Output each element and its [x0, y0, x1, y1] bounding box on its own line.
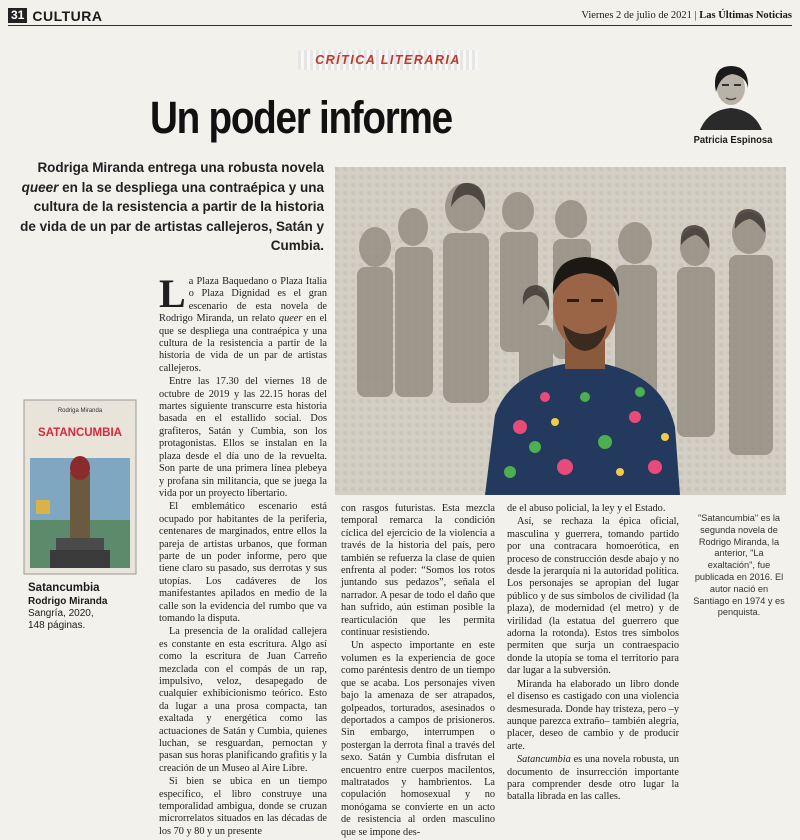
book-title: Satancumbia — [28, 582, 100, 594]
kicker-label: CRÍTICA LITERARIA — [298, 50, 478, 70]
author-portrait — [688, 58, 774, 130]
paragraph: de el abuso policial, la ley y el Estado. — [507, 503, 666, 514]
deck-text-end: en la se despliega una contraépica y una cultura de la resistencia a partir de la historia de vida de un par de artistas callejeros, Satán y Cumbia. — [20, 179, 324, 253]
dateline: Viernes 2 de julio de 2021 | Las Últimas Noticias — [581, 10, 792, 21]
publication-name: Las Últimas Noticias — [699, 10, 792, 21]
drop-cap: L — [159, 271, 186, 316]
article-column-1 — [159, 271, 328, 839]
paragraph-text: es una novela robusta, un documento de insurrección importante para comprender desde otro lugar la batalla librada en las calles. — [507, 754, 679, 803]
paragraph — [159, 271, 328, 375]
book-pages: 148 páginas. — [28, 620, 86, 631]
paragraph: Un aspecto importante en este volumen es la experiencia de goce como paréntesis dentro de un tiempo que se acaba. Los personajes viven bajo la amenaza de ser atrapados, golpeados, torturados, asesinados o deportados a campos de prisioneros. Sin embargo, interrumpen o postergan la derrota final a través del sexo. Satán y Cumbia disfrutan el encuentro entre cuerpos macilentos, maltratados y hambrientos. La copulación homosexual y no monógama se convierte en un acto de resistencia al orden masculino que se impone des- — [341, 640, 495, 838]
paragraph: Si bien se ubica en un tiempo específico, el libro construye una temporalidad ambigua, donde se cruzan microrrelatos situados en las décadas de los 70 y 80 y un presente — [159, 776, 327, 837]
paragraph: El emblemático escenario está ocupado por habitantes de la periferia, centenares de marginados, entre ellos la pareja de artistas urbanos, que forman parte de un poder informe, pero que tiene claro su pasado, sus derrotas y sus utopías. Los cadáveres de los manifestantes apilados en medio de la calle son la evidencia del rumbo que va tomando la disputa. — [159, 501, 327, 624]
paragraph-emphasis: queer — [278, 313, 303, 325]
paragraph-emphasis: Satancumbia — [517, 754, 571, 766]
book-cover-image — [24, 400, 136, 574]
book-author: Rodrigo Miranda — [28, 596, 108, 607]
paragraph: Miranda ha elaborado un libro donde el disenso es castigado con una violencia desmesurada. Donde hay tristeza, pero –y aunque parezca extraño– también alegría, placer, deseo de cambio y de producir arte. — [507, 678, 679, 752]
cover-author: Rodriga Miranda — [57, 408, 103, 414]
book-details — [28, 582, 148, 632]
issue-date: Viernes 2 de julio de 2021 — [581, 10, 692, 21]
headline: Un poder informe — [150, 92, 452, 143]
author-mural-photo — [335, 167, 786, 495]
paragraph: Así, se rechaza la épica oficial, masculina y guerrera, tomando partido por una contracara homoerótica, en proceso de construcción desde abajo y no desde la jerarquía ni la autoridad política. Los personajes se apropian del lugar público y de sus símbolos de civilidad (la plaza), de modernidad (el metro) y de virilidad (la estatua del guerrero que adorna la rotonda). Estos tres símbolos permiten que surja un contraespacio donde la utopía se toma el territorio para dar lugar a la subversión. — [507, 516, 679, 677]
deck-emphasis: queer — [21, 179, 59, 195]
cover-title: SATANCUMBIA — [38, 427, 122, 439]
deck-text-start: Rodriga Miranda entrega una robusta novela — [37, 160, 324, 175]
author-bio-sidebar — [693, 513, 785, 620]
book-publisher: Sangría, 2020, — [28, 608, 94, 619]
author-name: Patricia Espinosa — [693, 134, 773, 146]
section-name: CULTURA — [32, 7, 103, 24]
article-column-2 — [341, 503, 495, 840]
paragraph-text: en el que se despliega una contraépica y una cultura de la resistencia a partir de la historia de vida de un par de artistas callejeros. — [159, 313, 328, 374]
paragraph: La presencia de la oralidad callejera es constante en esta escritura. Algo así como la escritura de Juan Carreño mezclada con el compás de un rap, impulsivo, veloz, desapegado de cualquier exhibicionismo teórico. Esto da lugar a una prosa compacta, tan exaltada y energética como las actuaciones de Satán y Cumbia, quienes luchan, se resguardan, pernoctan y pasan sus horas planificando grafitis y la creación de un Museo al Aire Libre. — [159, 626, 327, 774]
paragraph — [507, 754, 679, 804]
page-header — [8, 6, 792, 26]
article-deck — [20, 158, 324, 256]
paragraph: con rasgos futuristas. Esta mezcla temporal remarca la condición cíclica del ejercicio de la violencia a través de la historia del país, pero también se refuerza la clase de quien enfrenta al poder: “Somos los rotos juntando sus pedazos”, señala el narrador. A pesar de todo el daño que han sufrido, aún estiman posible la rearticulación que les permita continuar resistiendo. — [341, 503, 495, 639]
bio-text: "Satancumbia" es la segunda novela de Rodrigo Miranda, la anterior, "La exaltación", fue publicada en 2016. El autor nació en Santiago en 1974 y es penquista. — [693, 513, 785, 618]
paragraph-text: a Plaza Baquedano o Plaza Italia o Plaza Dignidad es el gran escenario de esta novela de Rodrigo Miranda, un relato — [159, 276, 327, 325]
page-number: 31 — [8, 8, 27, 23]
article-column-3 — [507, 503, 679, 805]
paragraph: Entre las 17.30 del viernes 18 de octubre de 2019 y las 22.15 horas del martes siguiente transcurre esta historia basada en el estallido social. Dos grafiteros, Satán y Cumbia, son los protagonistas. Ellos se instalan en la plaza desde el día uno de la revuelta. Son parte de una primera línea plebeya y profana sin militancia, que se juega la vida por un proyecto libertario. — [159, 376, 327, 499]
